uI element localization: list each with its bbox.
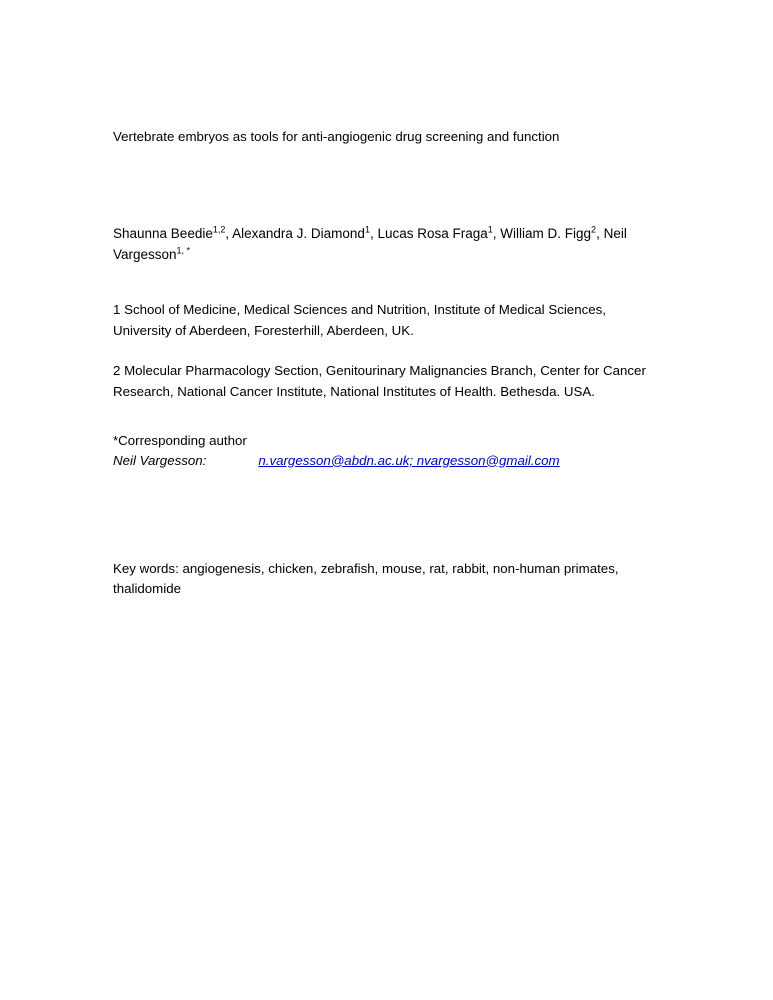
- author-5-affiliation-marker: 1, *: [176, 245, 191, 256]
- author-list: [113, 224, 659, 266]
- spacer-affiliations-corresponding: [113, 403, 659, 431]
- affiliation-1: 1 School of Medicine, Medical Sciences and Nutrition, Institute of Medical Sciences, University of Aberdeen, Foresterhill, Aberdeen, UK.: [113, 301, 606, 338]
- author-4-name: , William D. Figg: [492, 225, 592, 241]
- spacer-corresponding-keywords: [113, 471, 659, 559]
- author-1-affiliation-marker: 1,2: [212, 224, 226, 235]
- document-content: [113, 128, 659, 600]
- author-2-name: , Alexandra J. Diamond: [225, 225, 365, 241]
- keywords-line: Key words: angiogenesis, chicken, zebrafish, mouse, rat, rabbit, non-human primates, thalidomide: [113, 560, 619, 597]
- affiliation-2: 2 Molecular Pharmacology Section, Genitourinary Malignancies Branch, Center for Cancer Research, National Cancer Institute, National Institutes of Health. Bethesda. USA.: [113, 363, 646, 399]
- paper-title: Vertebrate embryos as tools for anti-angiogenic drug screening and function: [113, 129, 560, 144]
- corresponding-author-email-link[interactable]: n.vargesson@abdn.ac.uk; nvargesson@gmail.com: [258, 452, 560, 468]
- author-5-name: , Neil Vargesson: [113, 225, 627, 262]
- corresponding-author-name: Neil Vargesson:: [113, 452, 207, 468]
- corresponding-author-line: [113, 451, 659, 471]
- corresponding-author-label: *Corresponding author: [113, 432, 247, 448]
- author-1-name: Shaunna Beedie: [113, 225, 213, 241]
- author-2-affiliation-marker: 1: [364, 224, 370, 235]
- author-3-name: , Lucas Rosa Fraga: [369, 225, 488, 241]
- spacer-title-authors: [113, 146, 659, 224]
- spacer-authors-affiliations: [113, 266, 659, 300]
- author-4-affiliation-marker: 2: [591, 224, 597, 235]
- author-3-affiliation-marker: 1: [487, 224, 493, 235]
